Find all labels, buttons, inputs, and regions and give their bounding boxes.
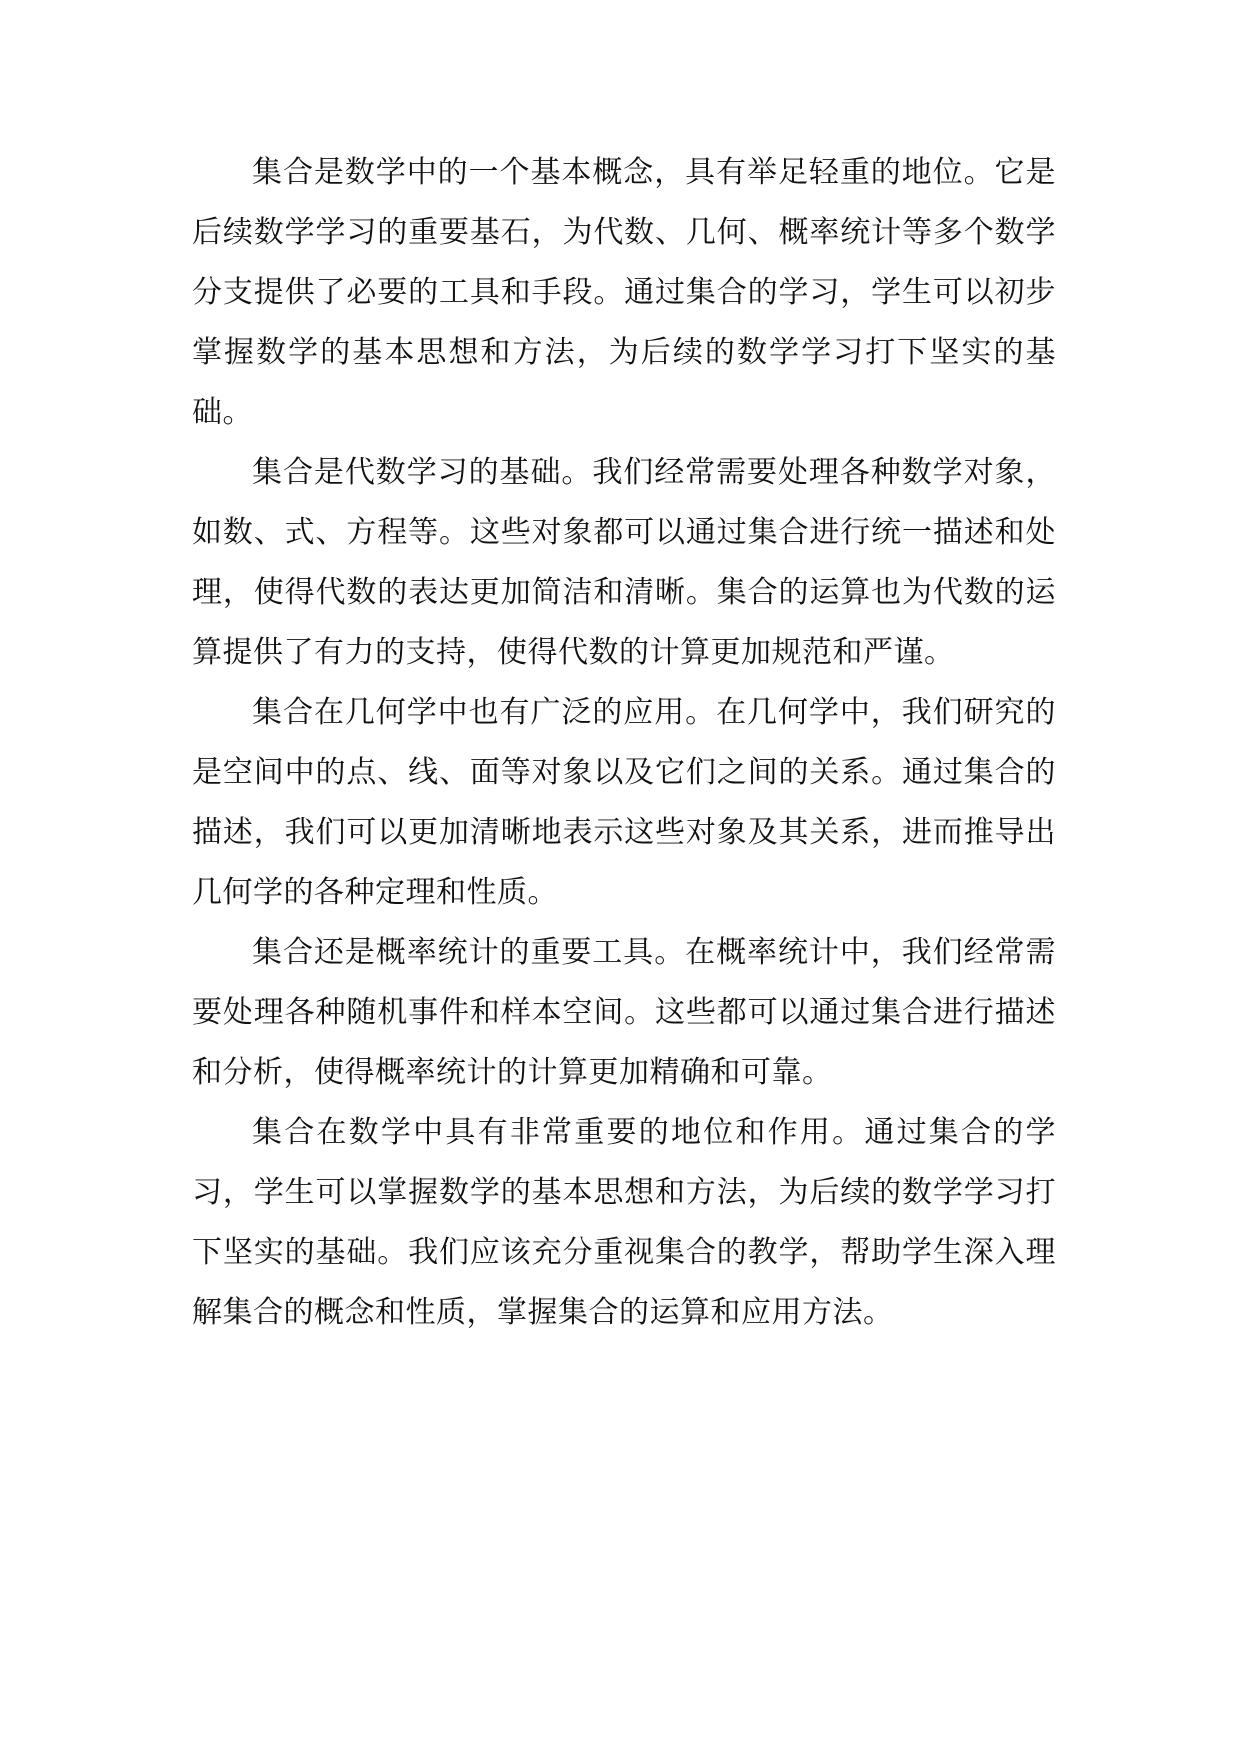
document-body: [192, 143, 1056, 1343]
paragraph-2: 集合是代数学习的基础。我们经常需要处理各种数学对象，如数、式、方程等。这些对象都可以通过集合进行统一描述和处理，使得代数的表达更加简洁和清晰。集合的运算也为代数的运算提供了有力的支持，使得代数的计算更加规范和严谨。: [192, 455, 1056, 670]
paragraph-3: 集合在几何学中也有广泛的应用。在几何学中，我们研究的是空间中的点、线、面等对象以及它们之间的关系。通过集合的描述，我们可以更加清晰地表示这些对象及其关系，进而推导出几何学的各种定理和性质。: [192, 695, 1056, 910]
paragraph-4: 集合还是概率统计的重要工具。在概率统计中，我们经常需要处理各种随机事件和样本空间。这些都可以通过集合进行描述和分析，使得概率统计的计算更加精确和可靠。: [192, 935, 1056, 1090]
paragraph-1: 集合是数学中的一个基本概念，具有举足轻重的地位。它是后续数学学习的重要基石，为代数、几何、概率统计等多个数学分支提供了必要的工具和手段。通过集合的学习，学生可以初步掌握数学的基本思想和方法，为后续的数学学习打下坚实的基础。: [192, 155, 1056, 430]
paragraph-5: 集合在数学中具有非常重要的地位和作用。通过集合的学习，学生可以掌握数学的基本思想和方法，为后续的数学学习打下坚实的基础。我们应该充分重视集合的教学，帮助学生深入理解集合的概念和性质，掌握集合的运算和应用方法。: [192, 1115, 1056, 1330]
